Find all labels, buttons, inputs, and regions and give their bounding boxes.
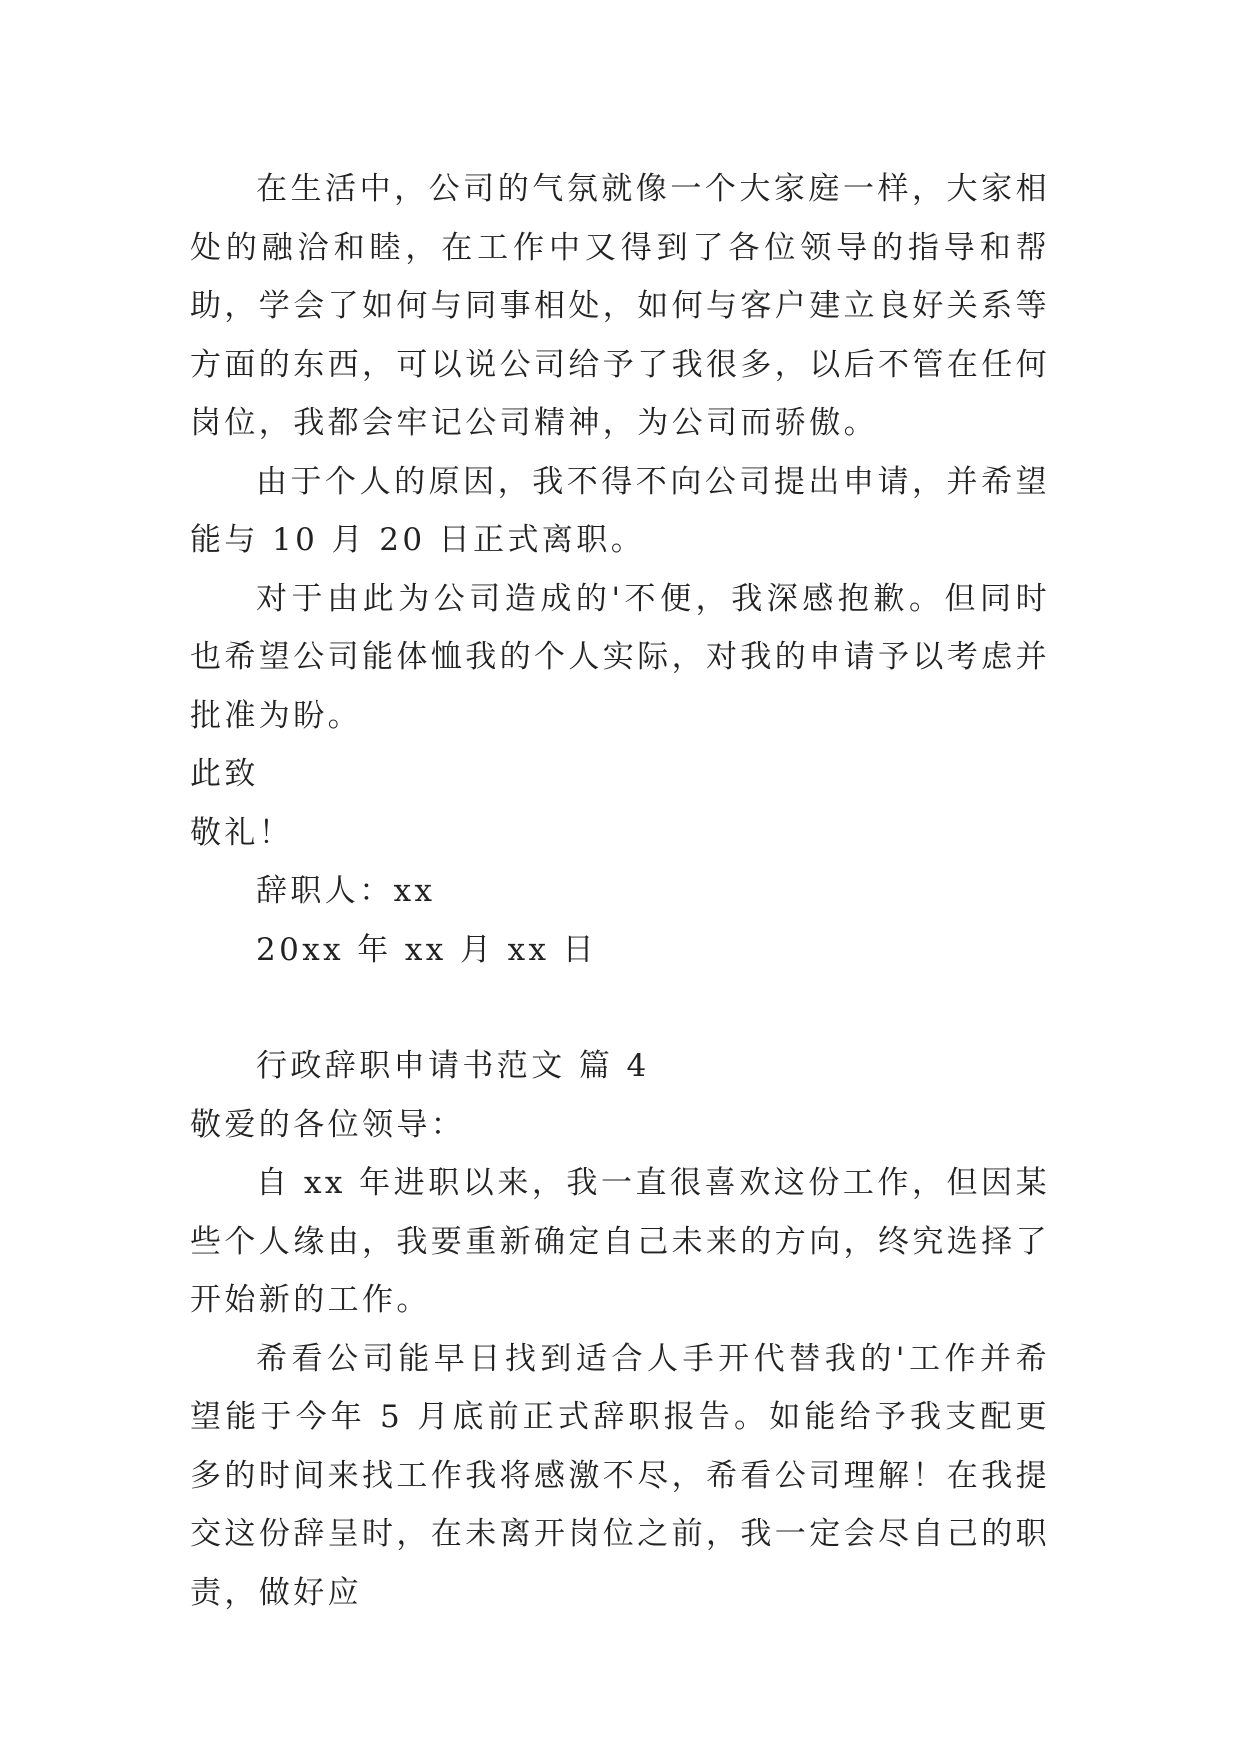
closing-regards: 敬礼！: [190, 814, 294, 851]
signature-date: 20xx 年 xx 月 xx 日: [256, 931, 598, 968]
letter-greeting: 敬爱的各位领导：: [190, 1106, 466, 1143]
section-spacer: [190, 979, 1050, 1037]
paragraph-company-atmosphere: 在生活中，公司的气氛就像一个大家庭一样，大家相处的融洽和睦，在工作中又得到了各位领导的指导和帮助，学会了如何与同事相处，如何与客户建立良好关系等方面的东西，可以说公司给予了我很多，以后不管在任何岗位，我都会牢记公司精神，为公司而骄傲。: [190, 171, 1050, 441]
paragraph-apology: 对于由此为公司造成的'不便，我深感抱歉。但同时也希望公司能体恤我的个人实际，对我的申请予以考虑并批准为盼。: [190, 580, 1050, 734]
document-body: [190, 160, 1050, 1622]
paragraph-career-change: 自 xx 年进职以来，我一直很喜欢这份工作，但因某些个人缘由，我要重新确定自己未来的方向，终究选择了开始新的工作。: [190, 1165, 1050, 1318]
signature-name: 辞职人：xx: [256, 873, 436, 909]
section-heading: 行政辞职申请书范文 篇 4: [256, 1048, 650, 1084]
closing-salutation: 此致: [190, 756, 259, 792]
paragraph-resignation-date: 由于个人的原因，我不得不向公司提出申请，并希望能与 10 月 20 日正式离职。: [190, 463, 1050, 558]
paragraph-replacement-request: 希看公司能早日找到适合人手开代替我的'工作并希望能于今年 5 月底前正式辞职报告。如能给予我支配更多的时间来找工作我将感激不尽，希看公司理解！在我提交这份辞呈时，在未离开岗位之前，我一定会尽自己的职责，做好应: [190, 1340, 1050, 1611]
